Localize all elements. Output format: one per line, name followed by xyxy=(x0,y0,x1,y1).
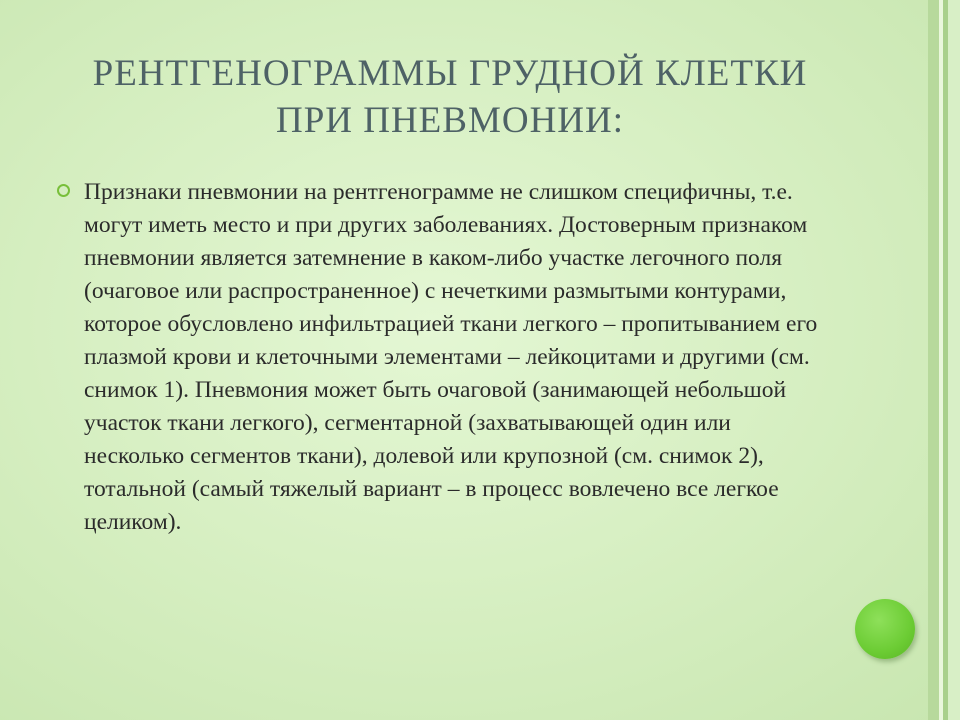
bullet-list xyxy=(84,176,824,539)
right-decor-band-edge xyxy=(948,0,960,720)
slide-title: РЕНТГЕНОГРАММЫ ГРУДНОЙ КЛЕТКИ ПРИ ПНЕВМОНИИ: xyxy=(92,53,808,141)
hollow-circle-bullet-icon xyxy=(57,184,70,197)
right-decor-band xyxy=(928,0,939,720)
bullet-text: Признаки пневмонии на рентгенограмме не слишком специфичны, т.е. могут иметь место и при других заболеваниях. Достоверным признаком пневмонии является затемнение в каком-либо участке легочного поля (очаговое или распространенное) с нечеткими размытыми контурами, которое обусловлено инфильтрацией ткани легкого – пропитыванием его плазмой крови и клеточными элементами – лейкоцитами и другими (см. снимок 1). Пневмония может быть очаговой (занимающей небольшой участок ткани легкого), сегментарной (захватывающей один или несколько сегментов ткани), долевой или крупозной (см. снимок 2), тотальной (самый тяжелый вариант – в процесс вовлечено все легкое целиком). xyxy=(84,179,818,535)
bullet-item xyxy=(84,176,824,539)
green-circle-icon xyxy=(855,599,915,659)
